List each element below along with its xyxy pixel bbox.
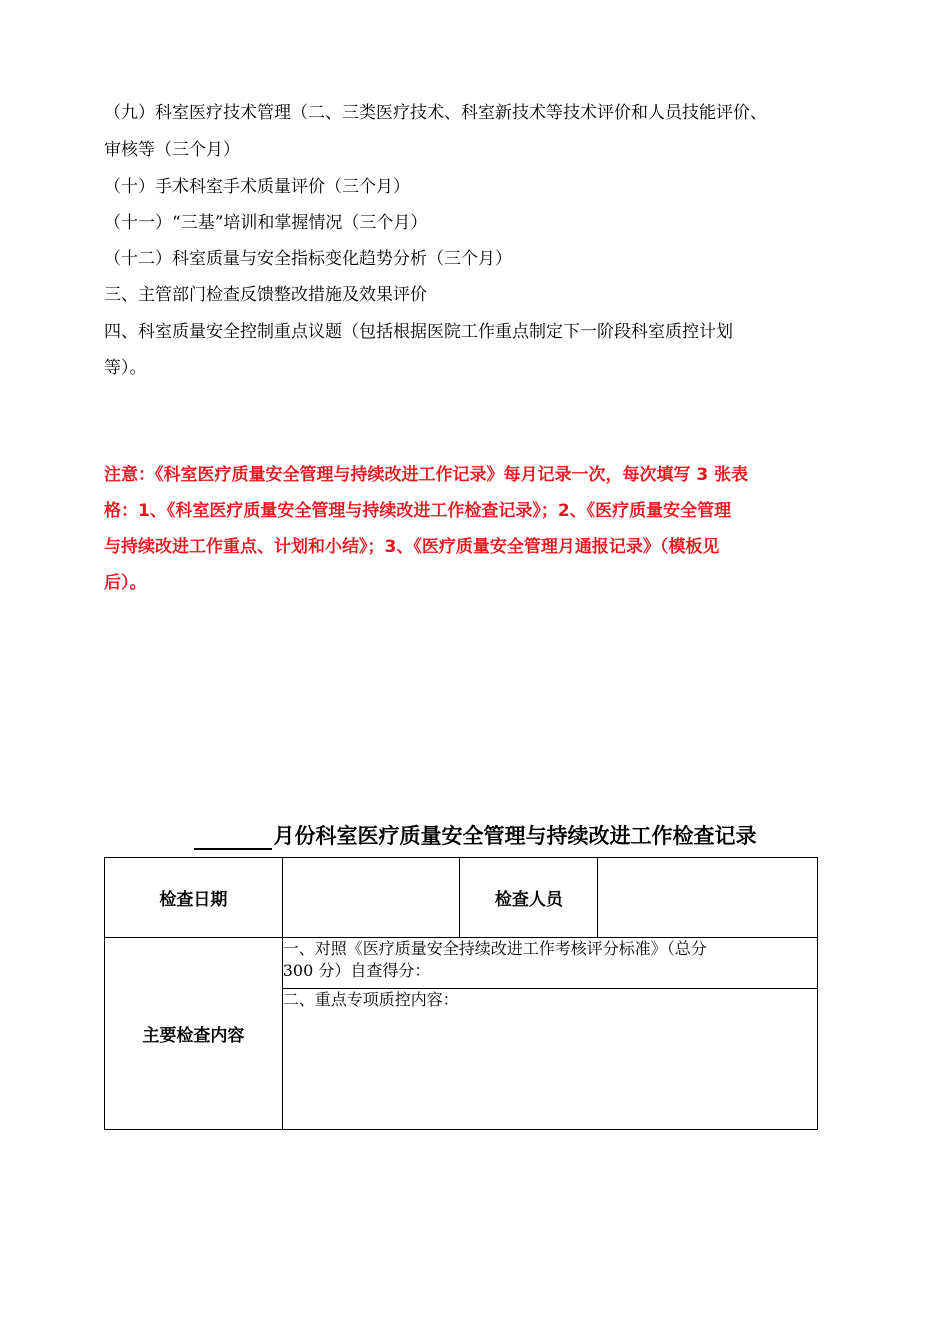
date-label: 检查日期 bbox=[105, 858, 283, 938]
inspection-record-table bbox=[104, 857, 818, 1130]
inspector-label: 检查人员 bbox=[460, 858, 598, 938]
body-line-4: （十一）“三基”培训和掌握情况（三个月） bbox=[104, 213, 428, 233]
date-value-cell[interactable] bbox=[282, 858, 460, 938]
body-line-8: 等）。 bbox=[104, 358, 147, 378]
body-line-6: 三、主管部门检查反馈整改措施及效果评价 bbox=[104, 285, 427, 305]
inspector-value-cell[interactable] bbox=[598, 858, 818, 938]
header-row bbox=[105, 858, 818, 938]
body-line-5: （十二）科室质量与安全指标变化趋势分析（三个月） bbox=[104, 249, 512, 269]
body-line-2: 审核等（三个月） bbox=[104, 140, 240, 160]
key-items-cell[interactable] bbox=[282, 989, 817, 1130]
month-blank[interactable] bbox=[194, 826, 272, 850]
notice-line-3: 与持续改进工作重点、计划和小结》；3、《医疗质量安全管理月通报记录》（模板见 bbox=[104, 537, 720, 557]
self-score-line-1: 一、对照《医疗质量安全持续改进工作考核评分标准》（总分 bbox=[282, 939, 707, 958]
self-score-line-2: 300 分）自查得分： bbox=[282, 961, 431, 980]
content-label: 主要检查内容 bbox=[105, 938, 283, 1130]
body-line-1: （九）科室医疗技术管理（二、三类医疗技术、科室新技术等技术评价和人员技能评价、 bbox=[104, 103, 767, 123]
body-line-3: （十）手术科室手术质量评价（三个月） bbox=[104, 177, 410, 197]
notice-line-2: 格：1、《科室医疗质量安全管理与持续改进工作检查记录》；2、《医疗质量安全管理 bbox=[104, 501, 732, 521]
notice-line-1: 注意：《科室医疗质量安全管理与持续改进工作记录》每月记录一次，每次填写 3 张表 bbox=[104, 465, 749, 485]
notice-line-4: 后）。 bbox=[104, 573, 147, 593]
key-items-text: 二、重点专项质控内容： bbox=[282, 990, 459, 1009]
form-title-text: 月份科室医疗质量安全管理与持续改进工作检查记录 bbox=[273, 824, 757, 848]
self-score-cell[interactable] bbox=[282, 938, 817, 989]
body-line-7: 四、科室质量安全控制重点议题（包括根据医院工作重点制定下一阶段科室质控计划 bbox=[104, 322, 733, 342]
red-notice bbox=[104, 457, 856, 601]
form-title bbox=[0, 820, 950, 850]
self-score-row bbox=[105, 938, 818, 989]
